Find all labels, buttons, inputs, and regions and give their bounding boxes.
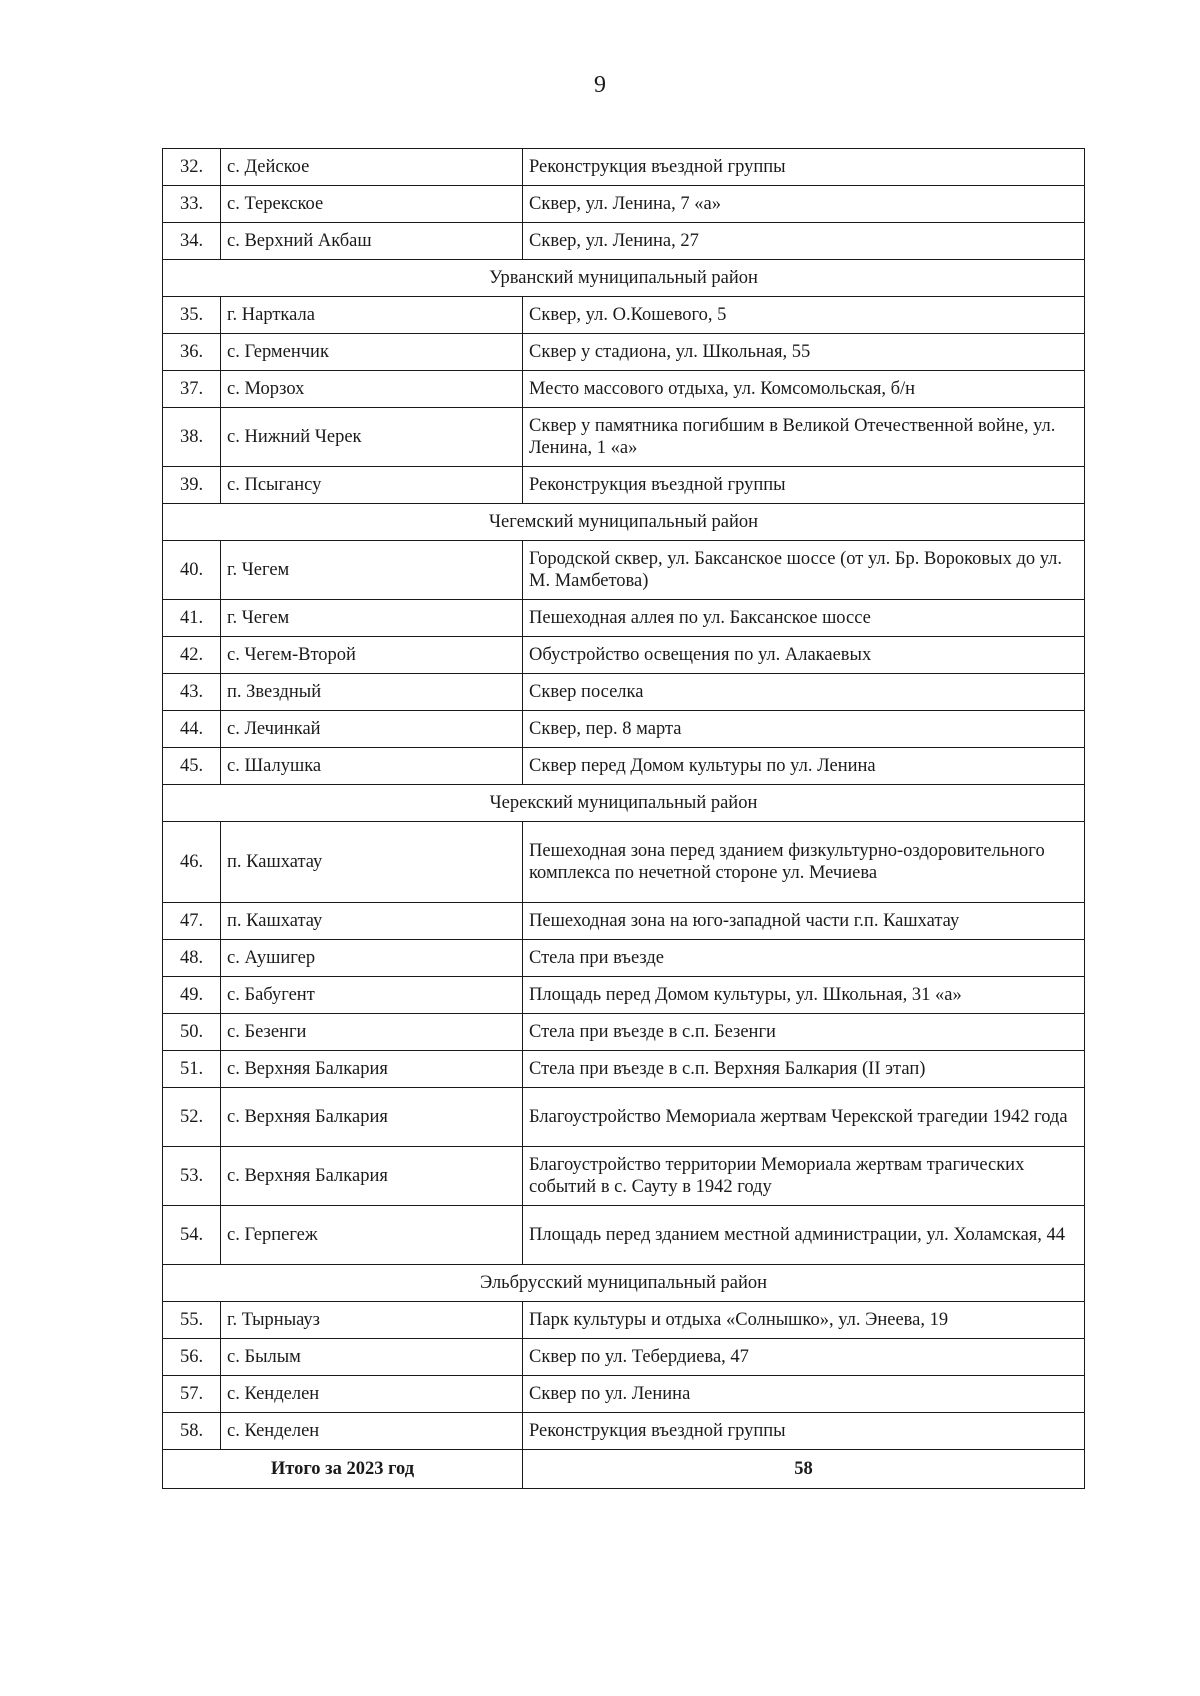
settlement-name: с. Герменчик — [221, 334, 523, 371]
table-body — [163, 149, 1085, 1489]
settlement-name: г. Чегем — [221, 541, 523, 600]
row-number: 58. — [163, 1413, 221, 1450]
row-number: 40. — [163, 541, 221, 600]
row-number: 48. — [163, 940, 221, 977]
table-row — [163, 1147, 1085, 1206]
table-row — [163, 1088, 1085, 1147]
row-number: 55. — [163, 1302, 221, 1339]
object-description: Парк культуры и отдыха «Солнышко», ул. Энеева, 19 — [523, 1302, 1085, 1339]
total-row — [163, 1450, 1085, 1489]
row-number: 51. — [163, 1051, 221, 1088]
table-row — [163, 297, 1085, 334]
row-number: 42. — [163, 637, 221, 674]
object-description: Сквер у памятника погибшим в Великой Отечественной войне, ул. Ленина, 1 «а» — [523, 408, 1085, 467]
object-description: Сквер, ул. Ленина, 27 — [523, 223, 1085, 260]
object-description: Сквер перед Домом культуры по ул. Ленина — [523, 748, 1085, 785]
object-description: Стела при въезде в с.п. Безенги — [523, 1014, 1085, 1051]
settlement-name: г. Чегем — [221, 600, 523, 637]
objects-table — [162, 148, 1085, 1489]
row-number: 39. — [163, 467, 221, 504]
object-description: Сквер, пер. 8 марта — [523, 711, 1085, 748]
table-row — [163, 600, 1085, 637]
row-number: 53. — [163, 1147, 221, 1206]
row-number: 36. — [163, 334, 221, 371]
total-value: 58 — [523, 1450, 1085, 1489]
object-description: Сквер у стадиона, ул. Школьная, 55 — [523, 334, 1085, 371]
settlement-name: с. Кенделен — [221, 1376, 523, 1413]
row-number: 57. — [163, 1376, 221, 1413]
table-row — [163, 1376, 1085, 1413]
object-description: Сквер, ул. Ленина, 7 «а» — [523, 186, 1085, 223]
object-description: Благоустройство Мемориала жертвам Черекской трагедии 1942 года — [523, 1088, 1085, 1147]
settlement-name: с. Кенделен — [221, 1413, 523, 1450]
row-number: 32. — [163, 149, 221, 186]
object-description: Место массового отдыха, ул. Комсомольская, б/н — [523, 371, 1085, 408]
object-description: Площадь перед Домом культуры, ул. Школьная, 31 «а» — [523, 977, 1085, 1014]
settlement-name: с. Дейское — [221, 149, 523, 186]
settlement-name: с. Аушигер — [221, 940, 523, 977]
section-title: Чегемский муниципальный район — [163, 504, 1085, 541]
object-description: Реконструкция въездной группы — [523, 1413, 1085, 1450]
table-row — [163, 1206, 1085, 1265]
section-row — [163, 260, 1085, 297]
total-label: Итого за 2023 год — [163, 1450, 523, 1489]
table-row — [163, 371, 1085, 408]
settlement-name: с. Верхняя Балкария — [221, 1051, 523, 1088]
row-number: 47. — [163, 903, 221, 940]
object-description: Реконструкция въездной группы — [523, 149, 1085, 186]
section-row — [163, 785, 1085, 822]
object-description: Площадь перед зданием местной администрации, ул. Холамская, 44 — [523, 1206, 1085, 1265]
table-row — [163, 541, 1085, 600]
table-row — [163, 940, 1085, 977]
settlement-name: с. Чегем-Второй — [221, 637, 523, 674]
settlement-name: с. Верхняя Балкария — [221, 1088, 523, 1147]
row-number: 34. — [163, 223, 221, 260]
settlement-name: с. Верхний Акбаш — [221, 223, 523, 260]
row-number: 56. — [163, 1339, 221, 1376]
table-row — [163, 186, 1085, 223]
settlement-name: с. Былым — [221, 1339, 523, 1376]
settlement-name: с. Верхняя Балкария — [221, 1147, 523, 1206]
table-row — [163, 1302, 1085, 1339]
row-number: 49. — [163, 977, 221, 1014]
row-number: 33. — [163, 186, 221, 223]
table-row — [163, 1014, 1085, 1051]
object-description: Стела при въезде в с.п. Верхняя Балкария (II этап) — [523, 1051, 1085, 1088]
row-number: 45. — [163, 748, 221, 785]
row-number: 37. — [163, 371, 221, 408]
table-row — [163, 1051, 1085, 1088]
settlement-name: п. Звездный — [221, 674, 523, 711]
table-row — [163, 1339, 1085, 1376]
table-row — [163, 408, 1085, 467]
settlement-name: с. Шалушка — [221, 748, 523, 785]
row-number: 35. — [163, 297, 221, 334]
row-number: 50. — [163, 1014, 221, 1051]
object-description: Пешеходная зона перед зданием физкультурно-оздоровительного комплекса по нечетной стороне ул. Мечиева — [523, 822, 1085, 903]
object-description: Стела при въезде — [523, 940, 1085, 977]
table-row — [163, 822, 1085, 903]
row-number: 38. — [163, 408, 221, 467]
table-row — [163, 637, 1085, 674]
row-number: 54. — [163, 1206, 221, 1265]
row-number: 52. — [163, 1088, 221, 1147]
object-description: Городской сквер, ул. Баксанское шоссе (от ул. Бр. Вороковых до ул. М. Мамбетова) — [523, 541, 1085, 600]
object-description: Сквер по ул. Ленина — [523, 1376, 1085, 1413]
object-description: Благоустройство территории Мемориала жертвам трагических событий в с. Сауту в 1942 году — [523, 1147, 1085, 1206]
table-row — [163, 977, 1085, 1014]
object-description: Обустройство освещения по ул. Алакаевых — [523, 637, 1085, 674]
table-row — [163, 223, 1085, 260]
object-description: Реконструкция въездной группы — [523, 467, 1085, 504]
table-row — [163, 711, 1085, 748]
row-number: 46. — [163, 822, 221, 903]
object-description: Пешеходная аллея по ул. Баксанское шоссе — [523, 600, 1085, 637]
settlement-name: п. Кашхатау — [221, 822, 523, 903]
section-title: Черекский муниципальный район — [163, 785, 1085, 822]
object-description: Сквер, ул. О.Кошевого, 5 — [523, 297, 1085, 334]
object-description: Сквер по ул. Тебердиева, 47 — [523, 1339, 1085, 1376]
object-description: Пешеходная зона на юго-западной части г.п. Кашхатау — [523, 903, 1085, 940]
page-number: 9 — [594, 72, 606, 98]
row-number: 41. — [163, 600, 221, 637]
settlement-name: с. Лечинкай — [221, 711, 523, 748]
section-title: Эльбрусский муниципальный район — [163, 1265, 1085, 1302]
settlement-name: с. Морзох — [221, 371, 523, 408]
settlement-name: с. Бабугент — [221, 977, 523, 1014]
table-row — [163, 467, 1085, 504]
table-row — [163, 1413, 1085, 1450]
settlement-name: с. Герпегеж — [221, 1206, 523, 1265]
section-title: Урванский муниципальный район — [163, 260, 1085, 297]
settlement-name: г. Нарткала — [221, 297, 523, 334]
table-row — [163, 903, 1085, 940]
section-row — [163, 1265, 1085, 1302]
settlement-name: с. Безенги — [221, 1014, 523, 1051]
settlement-name: с. Нижний Черек — [221, 408, 523, 467]
settlement-name: с. Терекское — [221, 186, 523, 223]
settlement-name: с. Псыгансу — [221, 467, 523, 504]
row-number: 44. — [163, 711, 221, 748]
table-row — [163, 674, 1085, 711]
settlement-name: п. Кашхатау — [221, 903, 523, 940]
row-number: 43. — [163, 674, 221, 711]
object-description: Сквер поселка — [523, 674, 1085, 711]
table-row — [163, 748, 1085, 785]
table-row — [163, 149, 1085, 186]
section-row — [163, 504, 1085, 541]
table-row — [163, 334, 1085, 371]
settlement-name: г. Тырныауз — [221, 1302, 523, 1339]
